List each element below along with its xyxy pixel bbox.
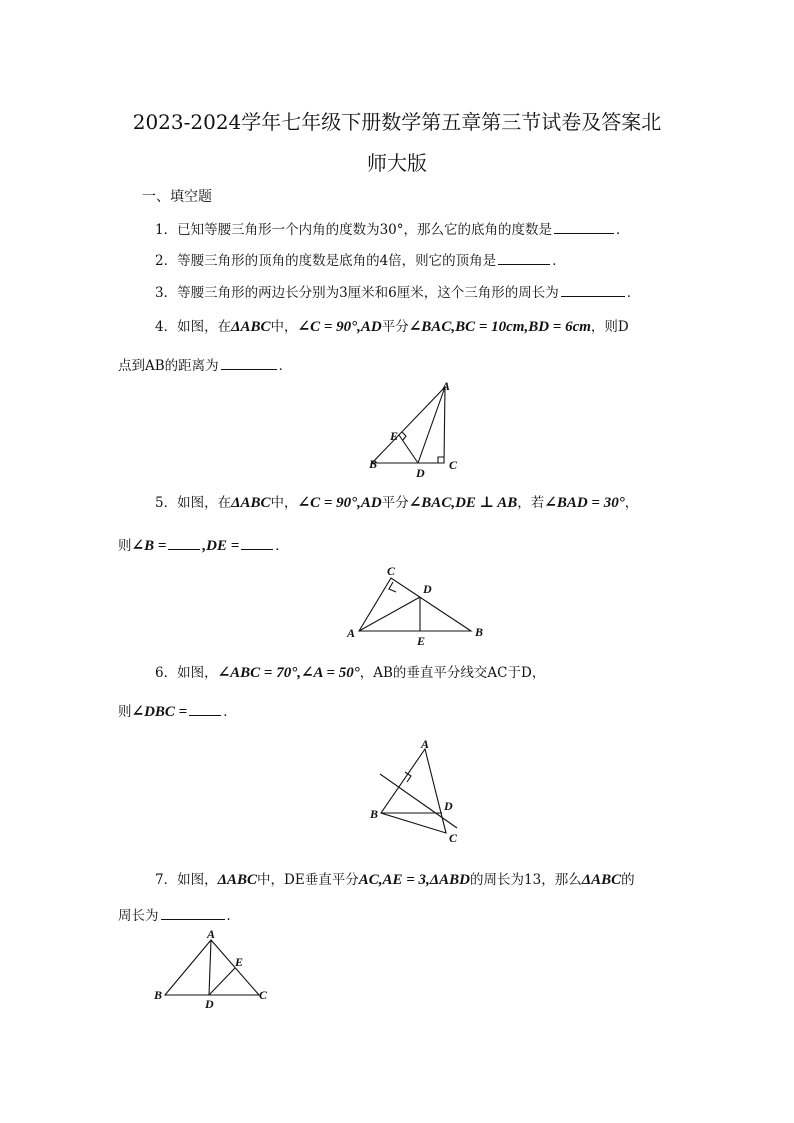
triangle-abc <box>165 940 259 995</box>
question-6 <box>155 661 545 682</box>
label-d: D <box>423 582 432 596</box>
q7-math-1: ΔABC <box>217 872 258 888</box>
q7-text-c: 的周长为13，那么 <box>470 872 582 888</box>
q7-line2-text: 周长为 <box>118 908 159 924</box>
answer-blank <box>241 548 273 550</box>
segment-ad <box>418 387 445 463</box>
question-4-line-2 <box>118 354 292 374</box>
question-3-end: ． <box>626 285 641 301</box>
answer-blank <box>554 232 614 234</box>
page-title-line-1: 2023-2024学年七年级下册数学第五章第三节试卷及答案北 <box>132 110 662 134</box>
triangle-abc <box>359 578 471 631</box>
label-b: B <box>154 988 163 1002</box>
q7-math-2: AC,AE = 3,ΔABD <box>358 872 471 888</box>
label-e: E <box>417 634 426 648</box>
q4-text-b: 中， <box>270 319 298 335</box>
label-c: C <box>449 831 458 845</box>
label-d: D <box>205 997 214 1011</box>
q5-math-2: ∠C = 90°,AD <box>297 495 382 511</box>
q5-math-1: ΔABC <box>231 495 271 511</box>
answer-blank <box>221 368 277 370</box>
label-a: A <box>442 379 451 393</box>
q6-end: ． <box>223 704 237 720</box>
question-3 <box>155 281 640 301</box>
q4-math-2: ∠C = 90°,AD <box>297 319 382 335</box>
q5-end: ． <box>275 538 289 554</box>
question-4 <box>155 315 629 336</box>
figure-q4 <box>360 374 470 480</box>
label-c: C <box>387 564 396 578</box>
q6-text-a: 6．如图， <box>155 665 218 681</box>
question-1-end: ． <box>616 222 630 238</box>
figure-q6 <box>366 734 466 849</box>
label-b: B <box>370 807 379 821</box>
label-a: A <box>347 626 356 640</box>
answer-blank <box>168 548 200 550</box>
q5-line2-text: 则 <box>118 538 132 554</box>
section-heading: 一、填空题 <box>142 189 212 205</box>
q7-end: ． <box>226 908 240 924</box>
question-2-text: 2．等腰三角形的顶角的度数是底角的4倍，则它的顶角是 <box>155 253 497 269</box>
segment-de <box>399 435 418 463</box>
question-5 <box>155 491 638 512</box>
label-b: B <box>369 457 378 471</box>
answer-blank <box>189 714 221 716</box>
q5-text-a: 5．如图，在 <box>155 495 232 511</box>
question-5-line-2 <box>118 534 289 555</box>
question-7 <box>155 868 635 889</box>
answer-blank <box>161 918 225 920</box>
label-a: A <box>421 737 430 751</box>
right-angle-mark-c <box>438 457 444 463</box>
label-e: E <box>235 955 244 969</box>
q6-math-2: ∠DBC = <box>131 704 188 720</box>
q6-text-b: ，AB的垂直平分线交AC于D， <box>359 665 546 681</box>
answer-blank <box>561 295 625 297</box>
label-d: D <box>444 799 453 813</box>
triangle-abc <box>381 749 446 833</box>
triangle-abc <box>372 387 445 463</box>
question-2-end: ． <box>552 253 566 269</box>
question-2 <box>155 249 566 269</box>
q7-text-b: 中，DE垂直平分 <box>257 872 359 888</box>
answer-blank <box>498 263 550 265</box>
right-angle-mark-e <box>402 432 406 440</box>
q5-text-d: ，若 <box>517 495 545 511</box>
q7-text-d: 的 <box>621 872 635 888</box>
q7-text-a: 7．如图， <box>155 872 218 888</box>
label-c: C <box>449 458 458 472</box>
label-c: C <box>259 988 268 1002</box>
q4-end: ． <box>278 358 293 374</box>
question-6-line-2 <box>118 700 237 721</box>
question-3-text: 3．等腰三角形的两边长分别为3厘米和6厘米，这个三角形的周长为 <box>155 285 559 301</box>
figure-q5 <box>342 563 492 649</box>
figure-q7 <box>150 928 280 1014</box>
q6-math-1: ∠ABC = 70°,∠A = 50° <box>217 665 360 681</box>
q6-line2-text: 则 <box>118 704 132 720</box>
label-d: D <box>416 466 425 480</box>
segment-ad <box>209 940 211 995</box>
q4-math-3: ∠BAC,BC = 10cm,BD = 6cm <box>408 319 591 335</box>
q4-text-c: 平分 <box>381 319 409 335</box>
q5-text-b: 中， <box>270 495 298 511</box>
label-a: A <box>207 928 216 941</box>
question-1 <box>155 218 630 238</box>
q5-math-6: ,DE = <box>202 538 240 554</box>
question-1-text: 1．已知等腰三角形一个内角的度数为30°，那么它的底角的度数是 <box>155 222 553 238</box>
q4-math-1: ΔABC <box>231 319 271 335</box>
question-7-line-2 <box>118 904 240 924</box>
q5-text-e: ， <box>624 495 639 511</box>
segment-de <box>209 968 235 995</box>
page-title-line-2: 师大版 <box>367 151 427 175</box>
q5-text-c: 平分 <box>381 495 409 511</box>
label-e: E <box>390 429 399 443</box>
q7-math-3: ΔABC <box>581 872 622 888</box>
label-b: B <box>475 625 484 639</box>
q4-text-d: ，则D <box>590 319 629 335</box>
q4-line2-text: 点到AB的距离为 <box>118 358 219 374</box>
q5-math-4: ∠BAD = 30° <box>544 495 625 511</box>
q4-text-a: 4．如图，在 <box>155 319 232 335</box>
q5-math-3: ∠BAC,DE ⊥ AB <box>408 495 518 511</box>
q5-math-5: ∠B = <box>131 538 167 554</box>
right-angle-mark-c <box>389 582 396 592</box>
segment-ad <box>359 597 420 631</box>
